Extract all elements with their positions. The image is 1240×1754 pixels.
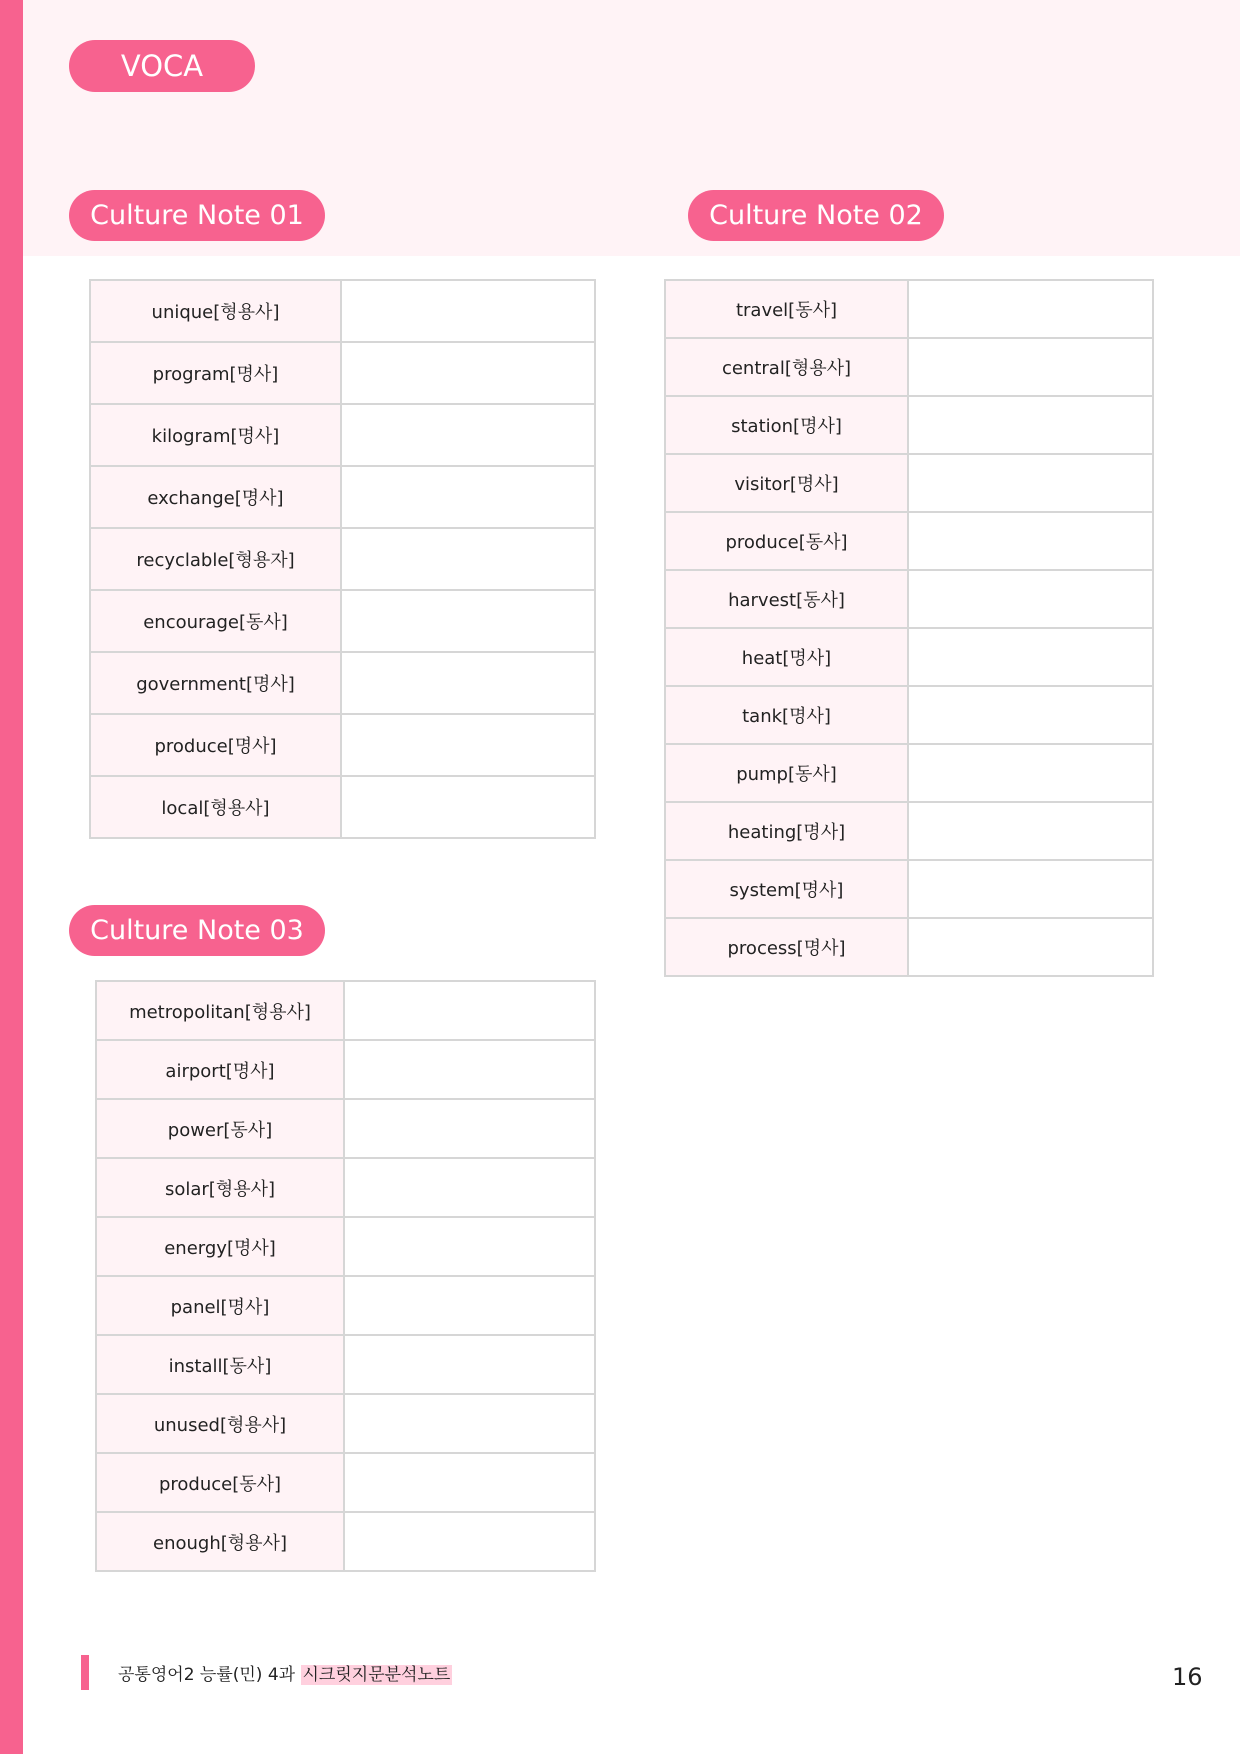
vocab-term: metropolitan[형용사]: [96, 981, 344, 1040]
vocab-answer-blank[interactable]: [908, 918, 1153, 976]
footer-accent-bar: [81, 1655, 89, 1690]
vocab-row: [665, 570, 1153, 628]
vocab-answer-blank[interactable]: [908, 454, 1153, 512]
page-number: 16: [1172, 1663, 1203, 1691]
vocab-term: central[형용사]: [665, 338, 908, 396]
vocab-row: [665, 686, 1153, 744]
section-title-culture-note-02: Culture Note 02: [688, 190, 944, 241]
vocab-term: energy[명사]: [96, 1217, 344, 1276]
footer-title-text: 공통영어2 능률(민) 4과: [118, 1665, 296, 1685]
vocab-term: power[동사]: [96, 1099, 344, 1158]
vocab-term: kilogram[명사]: [90, 404, 341, 466]
vocab-row: [90, 776, 595, 838]
vocab-table-culture-note-03: [95, 980, 596, 1572]
vocab-row: [665, 338, 1153, 396]
vocab-row: [665, 918, 1153, 976]
vocab-row: [665, 396, 1153, 454]
vocab-answer-blank[interactable]: [908, 802, 1153, 860]
vocab-term: local[형용사]: [90, 776, 341, 838]
vocab-answer-blank[interactable]: [341, 466, 595, 528]
vocab-answer-blank[interactable]: [344, 981, 595, 1040]
vocab-term: pump[동사]: [665, 744, 908, 802]
vocab-term: unique[형용사]: [90, 280, 341, 342]
vocab-term: government[명사]: [90, 652, 341, 714]
vocab-row: [665, 454, 1153, 512]
vocab-table-culture-note-01: [89, 279, 596, 839]
vocab-term: system[명사]: [665, 860, 908, 918]
vocab-row: [665, 744, 1153, 802]
vocab-term: enough[형용사]: [96, 1512, 344, 1571]
vocab-answer-blank[interactable]: [341, 714, 595, 776]
vocab-answer-blank[interactable]: [344, 1453, 595, 1512]
left-accent-stripe: [0, 0, 23, 1754]
vocab-row: [96, 1453, 595, 1512]
vocab-term: travel[동사]: [665, 280, 908, 338]
vocab-term: exchange[명사]: [90, 466, 341, 528]
vocab-row: [90, 652, 595, 714]
vocab-term: tank[명사]: [665, 686, 908, 744]
vocab-row: [665, 628, 1153, 686]
vocab-row: [90, 528, 595, 590]
vocab-row: [96, 1394, 595, 1453]
vocab-term: harvest[동사]: [665, 570, 908, 628]
vocab-answer-blank[interactable]: [908, 686, 1153, 744]
footer-highlight-text: 시크릿지문분석노트: [302, 1665, 451, 1685]
vocab-table-culture-note-02: [664, 279, 1154, 977]
vocab-row: [90, 714, 595, 776]
vocab-answer-blank[interactable]: [344, 1099, 595, 1158]
vocab-term: encourage[동사]: [90, 590, 341, 652]
vocab-answer-blank[interactable]: [341, 404, 595, 466]
vocab-term: recyclable[형용자]: [90, 528, 341, 590]
vocab-answer-blank[interactable]: [344, 1394, 595, 1453]
vocab-term: airport[명사]: [96, 1040, 344, 1099]
vocab-term: heating[명사]: [665, 802, 908, 860]
vocab-row: [90, 466, 595, 528]
section-title-culture-note-03: Culture Note 03: [69, 905, 325, 956]
vocab-answer-blank[interactable]: [341, 590, 595, 652]
vocab-row: [96, 981, 595, 1040]
vocab-row: [90, 590, 595, 652]
vocab-term: unused[형용사]: [96, 1394, 344, 1453]
vocab-row: [96, 1099, 595, 1158]
vocab-row: [96, 1158, 595, 1217]
vocab-answer-blank[interactable]: [344, 1276, 595, 1335]
vocab-term: produce[명사]: [90, 714, 341, 776]
vocab-term: program[명사]: [90, 342, 341, 404]
vocab-row: [90, 404, 595, 466]
vocab-answer-blank[interactable]: [341, 652, 595, 714]
footer-book-title: [118, 1660, 452, 1685]
vocab-row: [665, 802, 1153, 860]
vocab-row: [96, 1335, 595, 1394]
vocab-answer-blank[interactable]: [908, 512, 1153, 570]
vocab-answer-blank[interactable]: [341, 528, 595, 590]
vocab-answer-blank[interactable]: [908, 860, 1153, 918]
vocab-row: [96, 1276, 595, 1335]
vocab-row: [665, 512, 1153, 570]
vocab-row: [665, 860, 1153, 918]
vocab-answer-blank[interactable]: [344, 1512, 595, 1571]
vocab-row: [96, 1512, 595, 1571]
vocab-answer-blank[interactable]: [344, 1217, 595, 1276]
vocab-answer-blank[interactable]: [908, 396, 1153, 454]
vocab-term: visitor[명사]: [665, 454, 908, 512]
vocab-term: produce[동사]: [96, 1453, 344, 1512]
vocab-answer-blank[interactable]: [908, 570, 1153, 628]
vocab-row: [90, 342, 595, 404]
voca-badge: VOCA: [69, 40, 255, 92]
vocab-answer-blank[interactable]: [908, 338, 1153, 396]
vocab-row: [96, 1217, 595, 1276]
vocab-answer-blank[interactable]: [344, 1335, 595, 1394]
vocab-row: [665, 280, 1153, 338]
vocab-term: produce[동사]: [665, 512, 908, 570]
vocab-answer-blank[interactable]: [341, 342, 595, 404]
section-title-culture-note-01: Culture Note 01: [69, 190, 325, 241]
vocab-answer-blank[interactable]: [341, 280, 595, 342]
vocab-term: solar[형용사]: [96, 1158, 344, 1217]
vocab-answer-blank[interactable]: [908, 628, 1153, 686]
vocab-term: install[동사]: [96, 1335, 344, 1394]
vocab-term: heat[명사]: [665, 628, 908, 686]
vocab-answer-blank[interactable]: [908, 744, 1153, 802]
vocab-answer-blank[interactable]: [341, 776, 595, 838]
vocab-row: [96, 1040, 595, 1099]
vocab-term: process[명사]: [665, 918, 908, 976]
vocab-answer-blank[interactable]: [344, 1158, 595, 1217]
vocab-row: [90, 280, 595, 342]
vocab-answer-blank[interactable]: [344, 1040, 595, 1099]
vocab-term: station[명사]: [665, 396, 908, 454]
vocab-answer-blank[interactable]: [908, 280, 1153, 338]
vocab-term: panel[명사]: [96, 1276, 344, 1335]
